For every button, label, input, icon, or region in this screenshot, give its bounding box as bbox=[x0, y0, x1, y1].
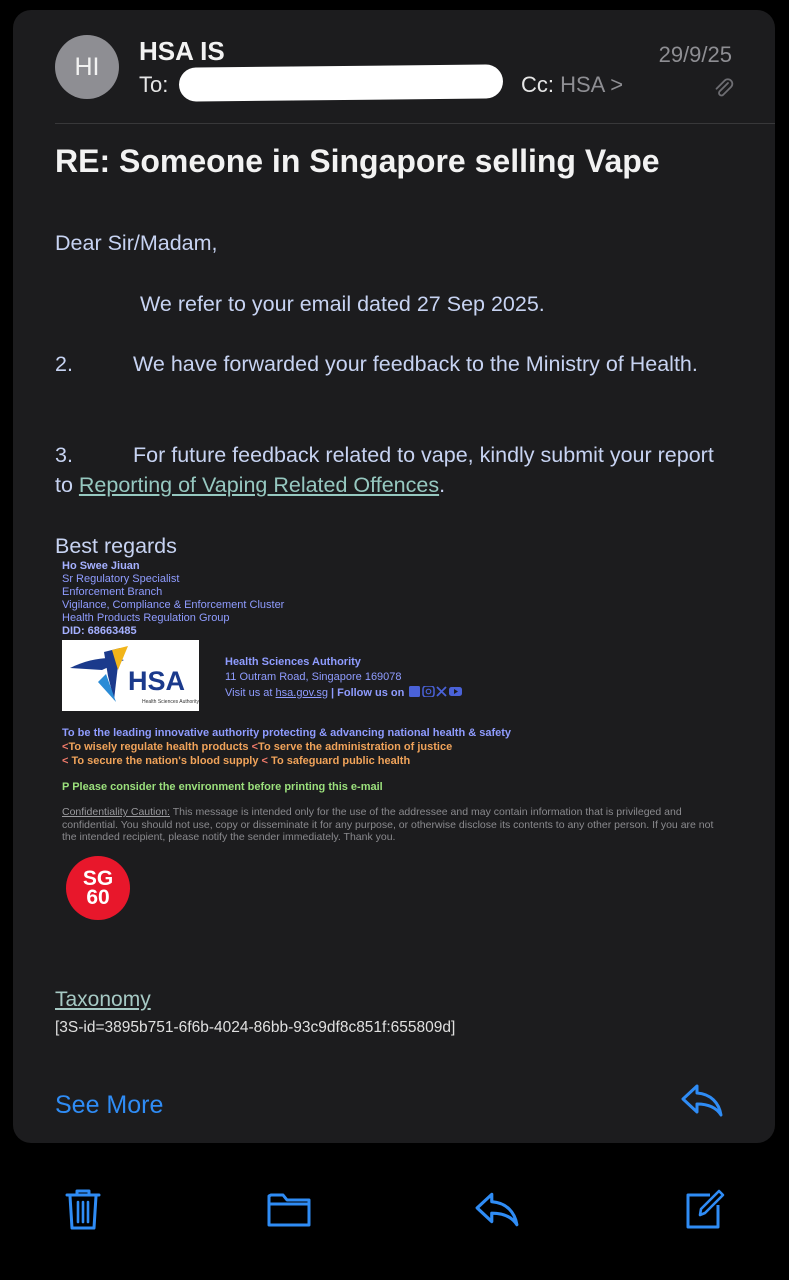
cc-value: HSA bbox=[560, 72, 605, 97]
reply-icon[interactable] bbox=[680, 1080, 724, 1120]
pillar-separator: < bbox=[62, 755, 69, 767]
folder-icon[interactable] bbox=[266, 1187, 312, 1231]
pillar-separator: < bbox=[62, 741, 69, 753]
reply-toolbar-icon[interactable] bbox=[474, 1187, 520, 1231]
trash-icon[interactable] bbox=[63, 1187, 103, 1231]
mission-statement bbox=[62, 726, 511, 768]
pillar-2: To serve the administration of justice bbox=[258, 741, 453, 753]
greeting: Dear Sir/Madam, bbox=[55, 231, 218, 255]
see-more-button[interactable]: See More bbox=[55, 1091, 164, 1119]
taxonomy-link[interactable]: Taxonomy bbox=[55, 988, 151, 1011]
badge-line-1: SG bbox=[82, 867, 114, 890]
email-card bbox=[13, 10, 775, 1143]
tracking-id: [3S-id=3895b751-6f6b-4024-86bb-93c9df8c851f:655809d] bbox=[55, 1019, 456, 1036]
org-address: 11 Outram Road, Singapore 169078 bbox=[225, 671, 402, 683]
x-icon bbox=[437, 687, 446, 696]
paragraph-2-number: 2. bbox=[55, 352, 73, 376]
paragraph-1: We refer to your email dated 27 Sep 2025. bbox=[140, 292, 545, 316]
paperclip-icon bbox=[711, 76, 735, 100]
signer-group: Health Products Regulation Group bbox=[62, 612, 230, 624]
confidentiality-text: This message is intended only for the use of the addressee and may contain information that is privileged and confidential. You should not use, copy or disseminate it for any purpose, or otherwise disclose its contents to any other person. If you are not the intended recipient, please notify the sender immediately. Thank you. bbox=[62, 806, 714, 843]
badge-line-2: 60 bbox=[86, 886, 110, 909]
signature-block bbox=[62, 560, 284, 638]
instagram-icon bbox=[423, 686, 434, 697]
hsa-logo-mark bbox=[62, 640, 199, 711]
logo-subtext: Health Sciences Authority bbox=[142, 699, 199, 705]
sg60-badge bbox=[66, 856, 130, 920]
pillar-separator: < bbox=[251, 741, 259, 753]
website-link[interactable]: hsa.gov.sg bbox=[275, 687, 328, 699]
paragraph-2-text: We have forwarded your feedback to the Ministry of Health. bbox=[133, 352, 698, 376]
org-block bbox=[225, 655, 463, 701]
sender-name[interactable]: HSA IS bbox=[139, 36, 225, 66]
email-date: 29/9/25 bbox=[658, 42, 732, 67]
email-subject: RE: Someone in Singapore selling Vape bbox=[55, 143, 660, 179]
confidentiality-caution bbox=[62, 806, 722, 844]
recipient-redaction bbox=[179, 64, 503, 101]
social-icons bbox=[407, 686, 463, 697]
mission-text: To be the leading innovative authority protecting & advancing national health & safety bbox=[62, 727, 512, 739]
pillar-4: To safeguard public health bbox=[271, 755, 411, 767]
did-value: 68663485 bbox=[87, 625, 137, 637]
environment-note bbox=[62, 781, 383, 793]
environment-note-text: Please consider the environment before printing this e-mail bbox=[72, 781, 383, 793]
linkedin-icon bbox=[409, 686, 420, 697]
logo-text: HSA bbox=[128, 666, 186, 696]
signer-name: Ho Swee Jiuan bbox=[62, 560, 140, 572]
paragraph-3-text: For future feedback related to vape, kindly submit your report to bbox=[55, 443, 714, 497]
signer-cluster: Vigilance, Compliance & Enforcement Cluster bbox=[62, 599, 285, 611]
signer-branch: Enforcement Branch bbox=[62, 586, 163, 598]
sender-avatar[interactable] bbox=[55, 35, 119, 99]
leaf-icon: P bbox=[62, 781, 70, 793]
pillar-separator: < bbox=[261, 755, 268, 767]
confidentiality-label: Confidentiality Caution: bbox=[62, 806, 170, 818]
paragraph-3 bbox=[55, 440, 735, 500]
pillar-1: To wisely regulate health products bbox=[68, 741, 249, 753]
signer-title: Sr Regulatory Specialist bbox=[62, 573, 180, 585]
reporting-link[interactable]: Reporting of Vaping Related Offences bbox=[78, 473, 440, 497]
cc-row[interactable] bbox=[521, 72, 623, 98]
avatar-initials: HI bbox=[74, 52, 100, 81]
visit-prefix: Visit us at bbox=[225, 687, 276, 699]
did-label: DID: bbox=[62, 625, 85, 637]
to-label: To: bbox=[139, 72, 169, 97]
hsa-logo[interactable] bbox=[62, 640, 199, 711]
compose-icon[interactable] bbox=[684, 1187, 726, 1231]
paragraph-3-end: . bbox=[439, 473, 446, 497]
paragraph-3-number: 3. bbox=[55, 443, 73, 467]
follow-label: | Follow us on bbox=[327, 687, 405, 699]
closing: Best regards bbox=[55, 534, 177, 558]
pillar-3: To secure the nation's blood supply bbox=[71, 755, 259, 767]
chevron-right-icon: > bbox=[610, 72, 624, 97]
org-name: Health Sciences Authority bbox=[225, 656, 361, 668]
cc-label: Cc: bbox=[521, 72, 554, 97]
paragraph-2 bbox=[55, 349, 735, 379]
header-divider bbox=[55, 123, 775, 124]
